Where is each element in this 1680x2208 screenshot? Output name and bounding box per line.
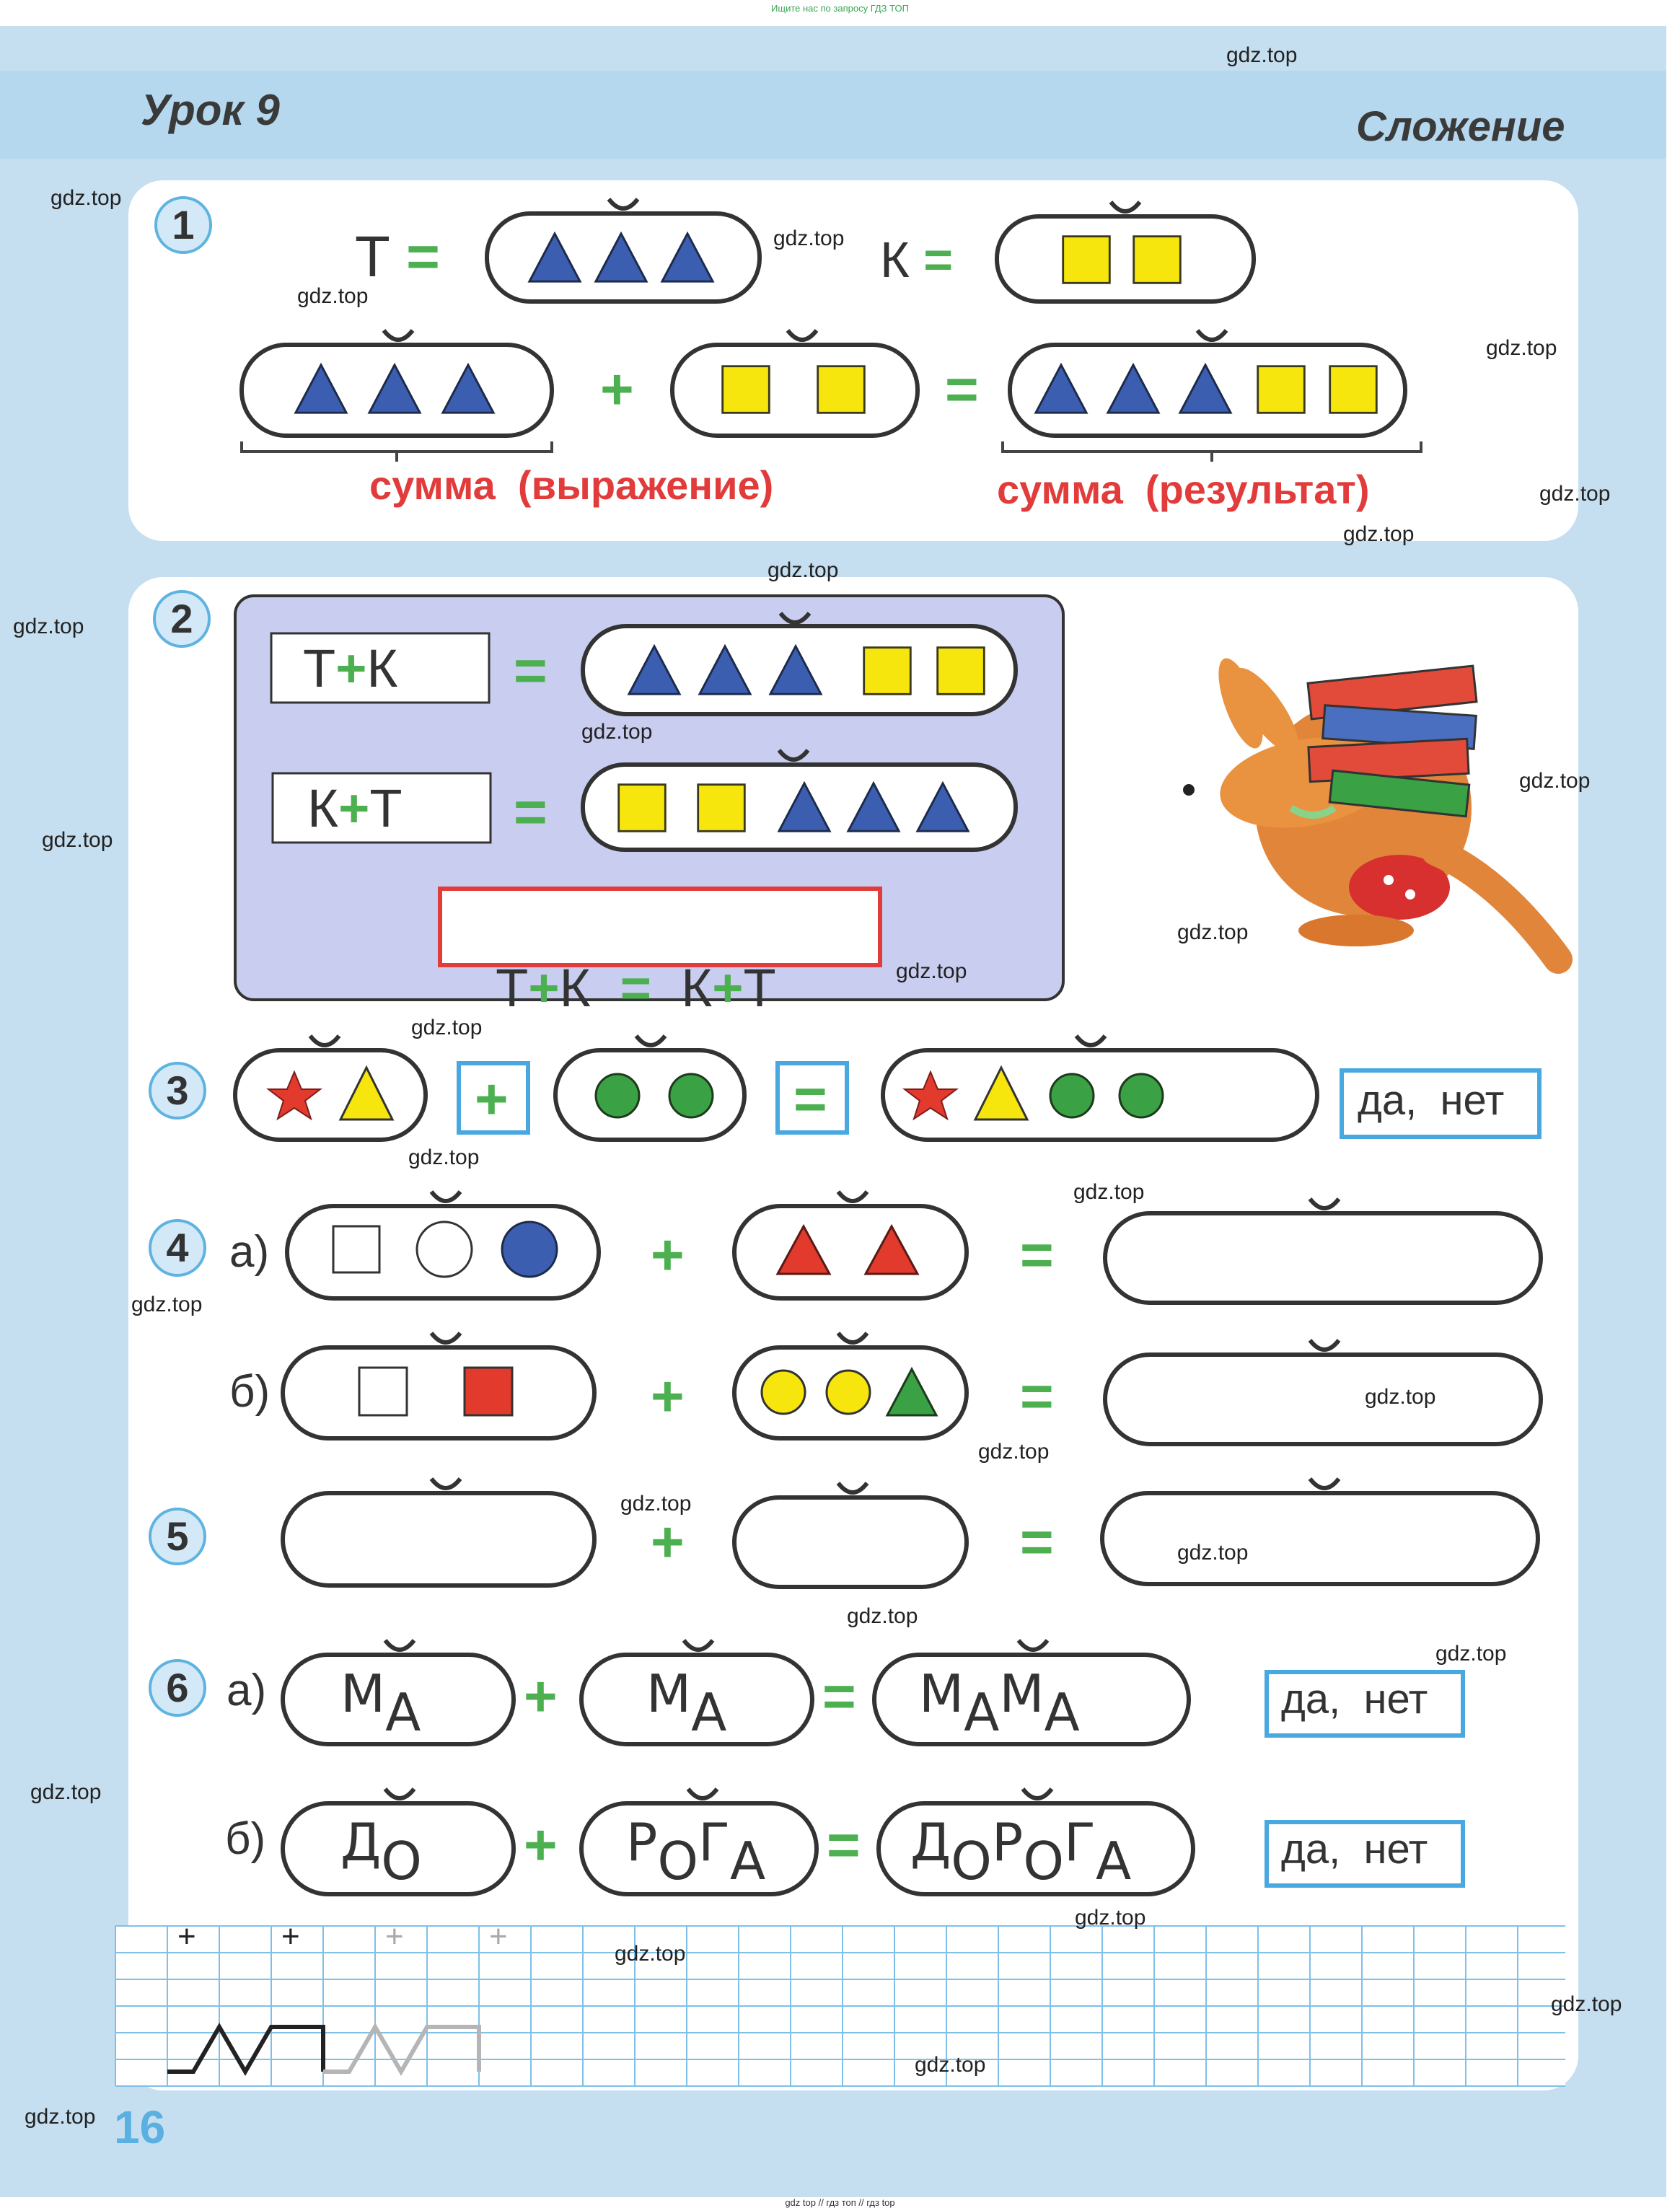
watermark: gdz.top	[131, 1293, 203, 1316]
watermark: gdz.top	[896, 959, 967, 983]
expr-t-plus-k: Т+К	[303, 638, 398, 698]
watermark: gdz.top	[411, 1016, 483, 1039]
watermark: gdz.top	[1486, 336, 1557, 360]
watermark: gdz.top	[1177, 920, 1249, 944]
ex4-a-label: а)	[229, 1227, 270, 1277]
ex6a-equals: =	[822, 1664, 856, 1728]
set-k-bag	[997, 216, 1254, 302]
word-mama: МАМА	[919, 1663, 1080, 1743]
watermark: gdz.top	[768, 558, 839, 582]
ex1-equals: =	[945, 357, 979, 421]
ex6b-answer[interactable]: да, нет	[1281, 1826, 1428, 1873]
kangaroo-illustration	[1183, 653, 1558, 959]
word-doroga: ДОРОГА	[910, 1812, 1132, 1891]
ex2-equals-1: =	[514, 638, 547, 703]
ex6-b-label: б)	[225, 1814, 266, 1864]
ex1-plus: +	[600, 357, 634, 421]
watermark: gdz.top	[581, 720, 653, 744]
ex6a-plus: +	[524, 1664, 558, 1728]
exercise-4-number: 4	[149, 1219, 206, 1277]
watermark: gdz.top	[1073, 1180, 1145, 1204]
watermark: gdz.top	[30, 1780, 102, 1804]
topic-title: Сложение	[1356, 103, 1565, 150]
word-ma-1: МА	[340, 1663, 421, 1743]
watermark: gdz.top	[42, 828, 113, 852]
exercise-3-number: 3	[149, 1062, 206, 1120]
watermark: gdz.top	[50, 186, 122, 210]
sum-expression-label: сумма (выражение)	[369, 462, 774, 508]
watermark: gdz.top	[1365, 1385, 1436, 1409]
ex3-plus: +	[475, 1067, 509, 1131]
watermark: gdz.top	[25, 2105, 96, 2129]
watermark: gdz.top	[1226, 43, 1298, 67]
ex4-plus-b: +	[651, 1364, 685, 1428]
ex6a-answer[interactable]: да, нет	[1281, 1676, 1428, 1723]
expr-k-plus-t: К+Т	[307, 778, 403, 838]
k-label: К =	[880, 232, 954, 288]
ex6-a-label: а)	[227, 1666, 267, 1715]
grid-plus-3: +	[385, 1919, 404, 1954]
ex4-b-label: б)	[229, 1367, 271, 1417]
t-label: Т =	[355, 224, 440, 289]
k-squares	[1063, 237, 1181, 283]
ex6b-plus: +	[524, 1813, 558, 1877]
grid-plus-1: +	[177, 1919, 196, 1954]
word-roga: РОГА	[626, 1812, 766, 1891]
watermark: gdz.top	[1177, 1541, 1249, 1565]
exercise-5-number: 5	[149, 1508, 206, 1565]
ex4-equals-a: =	[1020, 1223, 1054, 1287]
exercise-2-number: 2	[153, 590, 211, 648]
watermark: gdz.top	[847, 1604, 918, 1628]
t-triangles	[529, 234, 713, 281]
sum-right-bag	[672, 345, 918, 436]
watermark: gdz.top	[408, 1145, 480, 1169]
ex5-equals: =	[1020, 1510, 1054, 1574]
ex3-answer[interactable]: да, нет	[1358, 1077, 1505, 1124]
watermark: gdz.top	[978, 1440, 1050, 1464]
watermark: gdz.top	[1075, 1906, 1146, 1930]
ex5-plus: +	[651, 1510, 685, 1574]
ex6b-equals: =	[827, 1813, 861, 1877]
watermark: gdz.top	[1551, 1992, 1622, 2016]
practice-grid	[115, 1926, 1565, 2086]
watermark: gdz.top	[297, 284, 369, 308]
top-note: Ищите нас по запросу ГДЗ ТОП	[771, 3, 909, 14]
exercise-6-number: 6	[149, 1659, 206, 1717]
lesson-title: Урок 9	[141, 86, 280, 134]
word-do: ДО	[340, 1812, 422, 1891]
watermark: gdz.top	[915, 2053, 986, 2077]
watermark: gdz.top	[620, 1492, 692, 1516]
commutative-law: Т+К = К+Т	[496, 958, 776, 1018]
grid-plus-4: +	[489, 1919, 508, 1954]
ex3-equals: =	[793, 1067, 827, 1131]
brace-result	[1003, 441, 1421, 462]
word-ma-2: МА	[646, 1663, 727, 1743]
watermark: gdz.top	[615, 1942, 686, 1966]
watermark: gdz.top	[773, 226, 845, 250]
exercise-1-number: 1	[154, 196, 212, 254]
grid-plus-2: +	[281, 1919, 300, 1954]
watermark: gdz.top	[1539, 482, 1611, 506]
watermark: gdz.top	[1519, 769, 1591, 793]
ex2-equals-2: =	[514, 780, 547, 844]
ex4-equals-b: =	[1020, 1364, 1054, 1428]
sum-result-label: сумма (результат)	[997, 467, 1370, 512]
brace-expression	[242, 441, 552, 462]
bottom-note: gdz top // гдз топ // гдз top	[785, 2197, 895, 2208]
watermark: gdz.top	[1343, 522, 1415, 546]
watermark: gdz.top	[1435, 1642, 1507, 1666]
ex4-plus-a: +	[651, 1223, 685, 1287]
watermark: gdz.top	[13, 615, 84, 638]
page-number: 16	[114, 2101, 166, 2153]
